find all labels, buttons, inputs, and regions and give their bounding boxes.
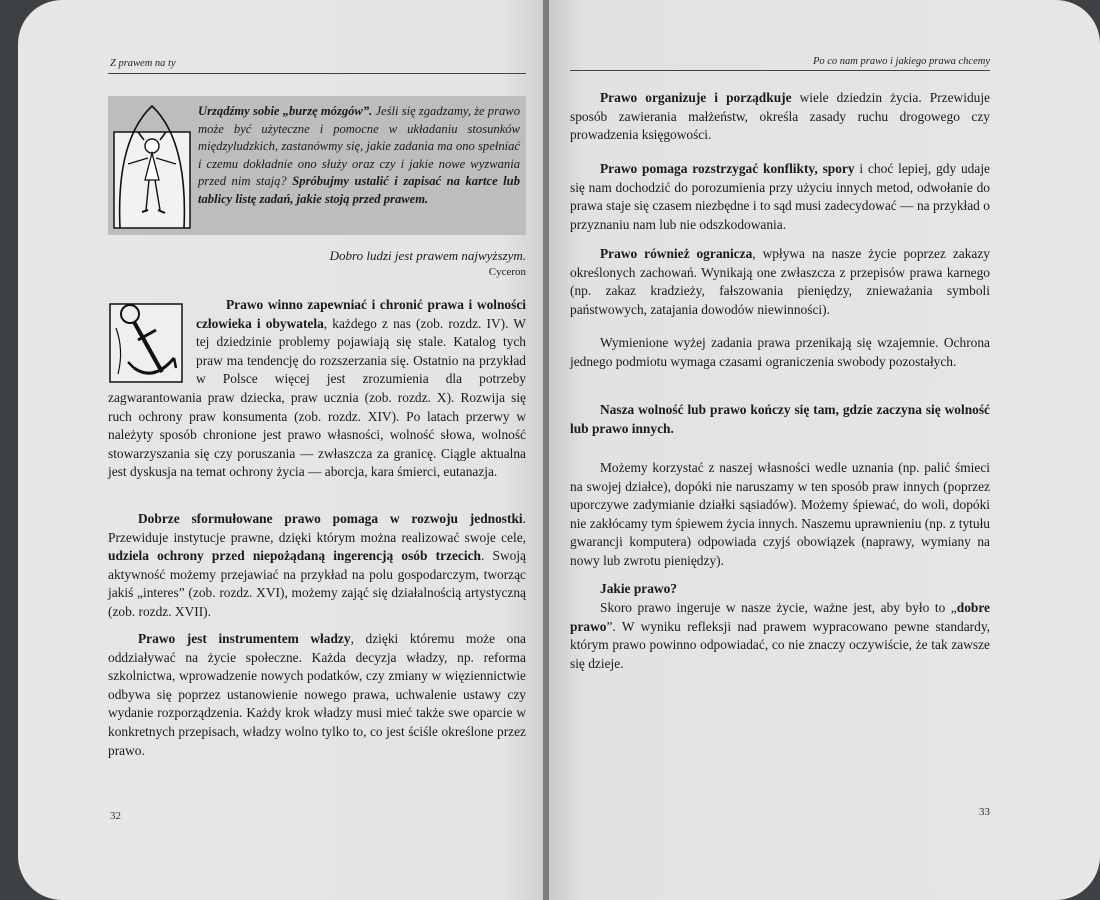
left-page-number: 32 bbox=[110, 810, 121, 822]
section-rights-text: , każdego z nas (zob. rozdz. IV). W tej dziedzinie problemy pojawiają się stale. Katalog tych praw ma tendencję do rozszerzania się. Ostatnio na przykład w Polsce więcej jest zrozumienia dla potrzeby zagwarantowania praw dziecka, praw ucznia (zob. rozdz. X). Rozwija się ruch ochrony praw konsumenta (zob. rozdz. XIV). Po latach przerwy w należyty sposób chronione jest prawo własności, wolność słowa, wolność stowarzyszania się czy poruszania — zwłaszcza za granicę. Ciągle aktualna jest dyskusja na temat ochrony życia — aborcja, kara śmierci, eutanazja. bbox=[108, 315, 526, 480]
right-p6-text: Możemy korzystać z naszej własności wedle uznania (np. palić śmieci na swojej działce), dopóki nie naruszamy w ten sposób praw innych (poprzez uporczywe zadymianie działki sąsiadów). Możemy śpiewać, do woli, dopóki nie zakłócamy tym śpiewem życia innych. Naszemu uprawnieniu (np. z tytułu gwarancji komputera) odpowiada czyjś obowiązek (naprawy, wymiany na nowy lub zwrotu pieniędzy). bbox=[570, 460, 990, 568]
right-p1-bold: Prawo organizuje i porządkuje bbox=[600, 90, 792, 105]
right-p3 bbox=[570, 245, 990, 319]
section-power-text: , dzięki któremu może ona oddziaływać na życie społeczne. Każda decyzja władzy, np. reforma szkolnictwa, wprowadzenie nowych podatków, czy zmiany w więziennictwie odbywa się poprzez ustanowienie nowego prawa, uchwalenie ustawy czy wydanie rozporządzenia. Każdy krok władzy musi mieć także swe oparcie w konkretnych przepisach, władzy wolno tylko to, co jest ściśle określone przez prawo. bbox=[108, 631, 526, 758]
section-development-bold2: udziela ochrony przed niepożądaną ingerencją osób trzecich bbox=[108, 548, 481, 564]
callout-lead: Urządźmy sobie „burzę mózgów”. bbox=[198, 104, 373, 118]
right-p5-bold: Nasza wolność lub prawo kończy się tam, gdzie zaczyna się wolność lub prawo innych. bbox=[570, 402, 990, 436]
section-development-bold1: Dobrze sformułowane prawo pomaga w rozwoju jednostki bbox=[138, 511, 523, 526]
right-p1-text: wiele dziedzin życia. Przewiduje sposób zawierania małżeństw, określa zasady ruchu drogowego czy prowadzenia księgowości. bbox=[570, 90, 990, 143]
right-p7-text2: ”. W wyniku refleksji nad prawem wypracowano pewne standardy, którym prawo powinno odpowiadać, co nie znaczy oczywiście, że tak zawsze się dzieje. bbox=[570, 618, 990, 671]
section-development-text1: . Przewiduje instytucje prawne, dzięki którym można realizować swoje cele, bbox=[108, 511, 526, 545]
section-development-text2: . Swoją aktywność możemy przejawiać na przykład na polu gospodarczym, tworząc jakiś „interes” (zob. rozdz. XVI), możemy zająć się działalnością artystyczną (zob. rozdz. XVII). bbox=[108, 548, 526, 619]
right-p7 bbox=[570, 599, 990, 673]
right-p4 bbox=[570, 334, 990, 371]
right-page-number: 33 bbox=[979, 806, 990, 818]
right-p3-bold: Prawo również ogranicza bbox=[600, 246, 753, 261]
right-p1 bbox=[570, 89, 990, 145]
right-p2-text: i choć lepiej, gdy udaje się nam dochodzić do porozumienia przy użyciu innych metod, odwołanie do prawa staje się czasem niezbędne i to sąd musi zadecydować — na przykład o przyznaniu nam lub nie odszkodowania. bbox=[570, 161, 990, 232]
section-heading-jakie-prawo: Jakie prawo? bbox=[600, 581, 677, 596]
right-p7-text1: Skoro prawo ingeruje w nasze życie, ważne jest, aby było to „ bbox=[600, 600, 957, 615]
right-p7-bold: dobre prawo bbox=[570, 600, 990, 634]
epigraph-author: Cyceron bbox=[488, 266, 526, 278]
epigraph-quote: Dobro ludzi jest prawem najwyższym. bbox=[329, 248, 526, 263]
callout-text bbox=[198, 103, 520, 209]
right-p6 bbox=[570, 459, 990, 571]
jump-rope-girl-icon bbox=[112, 100, 192, 231]
right-running-head: Po co nam prawo i jakiego prawa chcemy bbox=[812, 56, 990, 67]
right-header-rule bbox=[570, 70, 990, 71]
section-power bbox=[108, 630, 526, 760]
left-header-rule bbox=[108, 73, 526, 74]
right-heading bbox=[600, 580, 990, 599]
right-p2-bold: Prawo pomaga rozstrzygać konflikty, spory bbox=[600, 161, 855, 176]
right-p3-text: , wpływa na nasze życie poprzez zakazy określonych zachowań. Wynikają one zwłaszcza z przepisów prawa karnego (np. zakaz kradzieży, fałszowania pieniędzy, znieważania symboli państwowych, zatajania dowodów niewinności). bbox=[570, 246, 990, 317]
callout-task: Spróbujmy ustalić i zapisać na kartce lub tablicy listę zadań, jakie stoją przed prawem. bbox=[198, 174, 520, 206]
right-p2 bbox=[570, 160, 990, 234]
section-rights-bold: Prawo winno zapewniać i chronić prawa i wolności człowieka i obywatela bbox=[196, 297, 526, 331]
right-p4-text: Wymienione wyżej zadania prawa przenikają się wzajemnie. Ochrona jednego podmiotu wymaga czasami ograniczenia swobody pozostałych. bbox=[570, 335, 990, 369]
left-running-head: Z prawem na ty bbox=[110, 58, 176, 69]
right-p5 bbox=[570, 401, 990, 438]
section-development bbox=[108, 510, 526, 622]
book-gutter-shadow bbox=[543, 0, 549, 900]
section-power-bold: Prawo jest instrumentem władzy bbox=[138, 631, 351, 646]
callout-body: Jeśli się zgadzamy, że prawo może być użyteczne i pomocne w układaniu stosunków międzyludzkich, zastanówmy się, jakie zadania ma ono spełniać i czemu dokładnie ono służy oraz czy i jakie nowe wyzwania przed nim stają? bbox=[198, 104, 520, 189]
section-rights bbox=[108, 296, 526, 482]
